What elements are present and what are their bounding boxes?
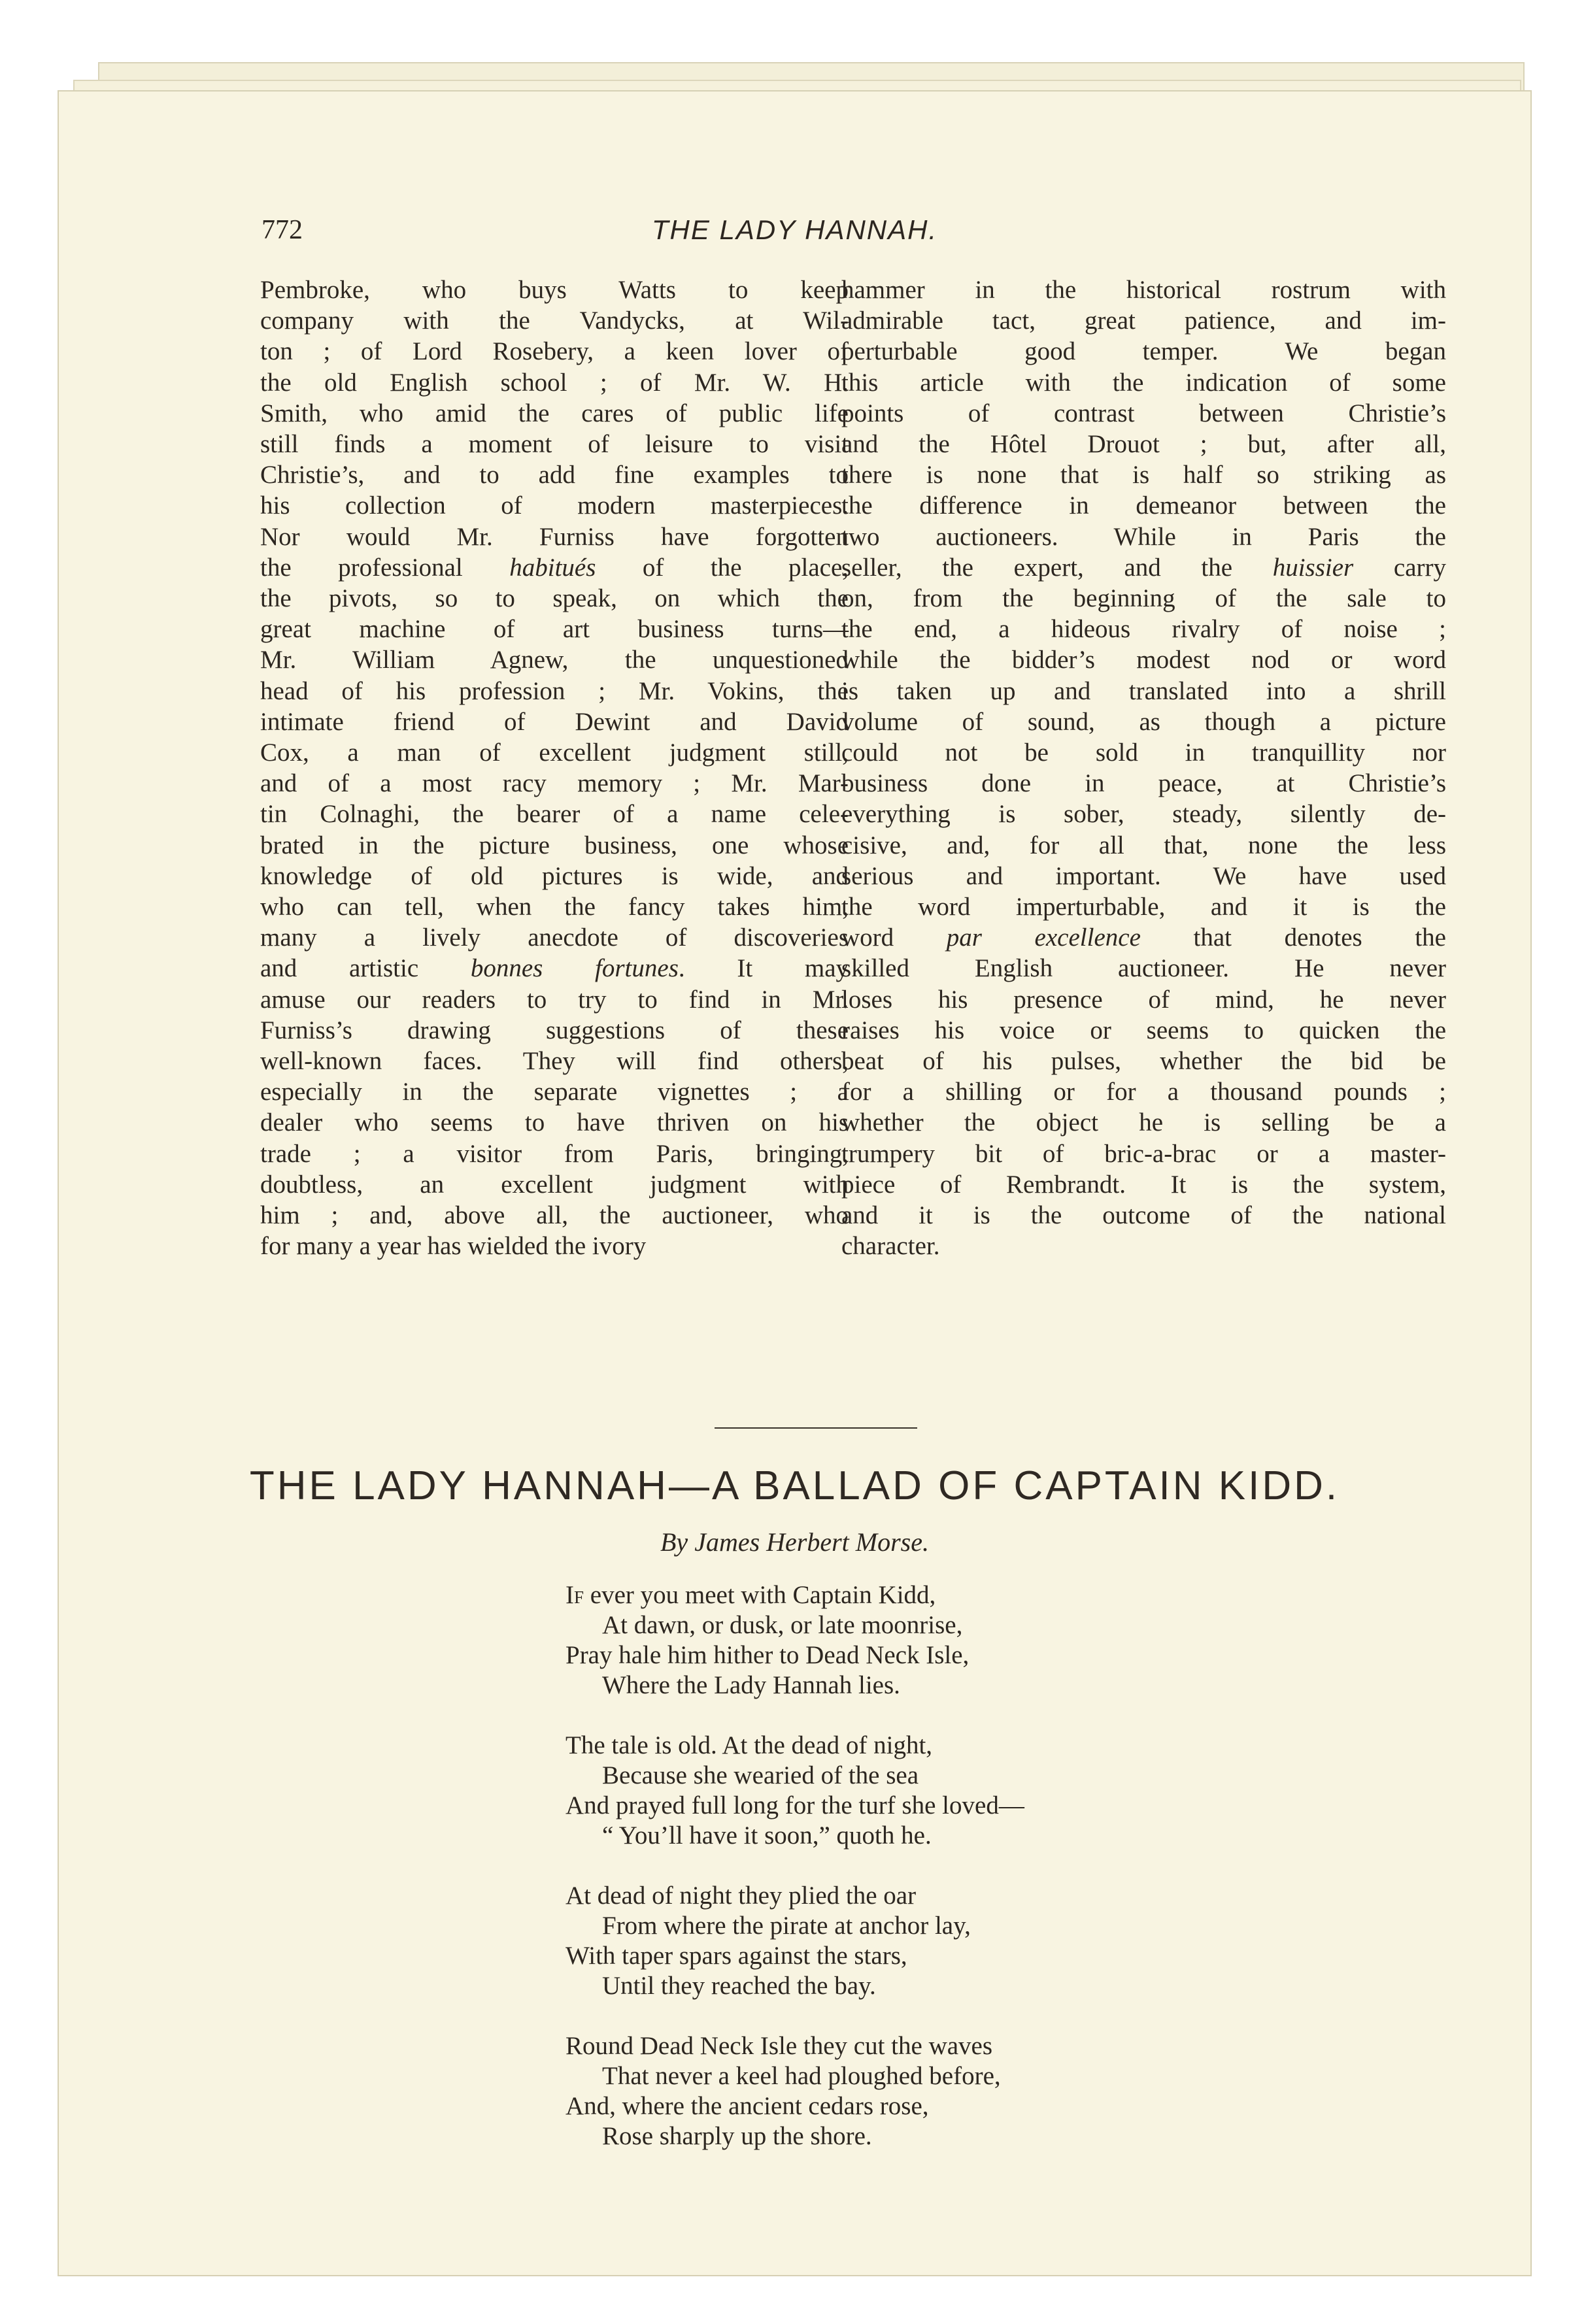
running-title: THE LADY HANNAH. bbox=[651, 214, 938, 245]
page-number: 772 bbox=[262, 215, 303, 245]
text-line: serious and important. We have used bbox=[841, 861, 1446, 890]
text-line: Furniss’s drawing suggestions of these bbox=[260, 1016, 849, 1044]
poem-line bbox=[565, 1580, 1285, 1610]
text-line: and artistic bonnes fortunes. It may bbox=[260, 954, 849, 983]
text-line: character. bbox=[841, 1232, 940, 1261]
poem-line: “ You’ll have it soon,” quoth he. bbox=[602, 1821, 932, 1850]
text-line: while the bidder’s modest nod or word bbox=[841, 646, 1446, 674]
text-line: for a shilling or for a thousand pounds ; bbox=[841, 1078, 1446, 1106]
text-line: Cox, a man of excellent judgment still, bbox=[260, 739, 849, 767]
text-line: many a lively anecdote of discoveries bbox=[260, 923, 849, 952]
text-line: Smith, who amid the cares of public life bbox=[260, 399, 849, 427]
text-line: Mr. William Agnew, the unquestioned bbox=[260, 646, 849, 674]
text-line: ton ; of Lord Rosebery, a keen lover of bbox=[260, 337, 849, 366]
text-line: skilled English auctioneer. He never bbox=[841, 954, 1446, 983]
poem-line: Until they reached the bay. bbox=[602, 1972, 876, 2000]
text-line: on, from the beginning of the sale to bbox=[841, 584, 1446, 613]
text-line: points of contrast between Christie’s bbox=[841, 399, 1446, 427]
text-line: Christie’s, and to add fine examples to bbox=[260, 461, 849, 490]
text-line: hammer in the historical rostrum with bbox=[841, 276, 1446, 304]
ballad-title: THE LADY HANNAH—A BALLAD OF CAPTAIN KIDD. bbox=[249, 1463, 1340, 1508]
text-line: head of his profession ; Mr. Vokins, the bbox=[260, 676, 849, 705]
ballad-byline: By James Herbert Morse. bbox=[660, 1527, 929, 1557]
text-line: word par excellence that denotes the bbox=[841, 923, 1446, 952]
text-line: the pivots, so to speak, on which the bbox=[260, 584, 849, 613]
text-line: for many a year has wielded the ivory bbox=[260, 1232, 647, 1261]
poem-line-text: ever you meet with Captain Kidd, bbox=[584, 1581, 936, 1609]
text-line: amuse our readers to try to find in Mr. bbox=[260, 985, 849, 1014]
text-line: Nor would Mr. Furniss have forgotten bbox=[260, 522, 849, 551]
magazine-page bbox=[58, 90, 1532, 2276]
text-line: doubtless, an excellent judgment with bbox=[260, 1170, 849, 1199]
poem-line: The tale is old. At the dead of night, bbox=[565, 1731, 933, 1759]
poem-line: Round Dead Neck Isle they cut the waves bbox=[565, 2032, 993, 2060]
poem-line: With taper spars against the stars, bbox=[565, 1942, 907, 1970]
text-line: there is none that is half so striking as bbox=[841, 461, 1446, 490]
text-line: could not be sold in tranquillity nor bbox=[841, 739, 1446, 767]
stanza-4 bbox=[565, 2031, 1285, 2151]
section-divider bbox=[715, 1427, 917, 1429]
text-line: volume of sound, as though a picture bbox=[841, 707, 1446, 736]
poem-line: From where the pirate at anchor lay, bbox=[602, 1912, 971, 1940]
text-line: and the Hôtel Drouot ; but, after all, bbox=[841, 430, 1446, 459]
text-line: seller, the expert, and the huissier carry bbox=[841, 553, 1446, 582]
ballad-poem bbox=[565, 1580, 1285, 2182]
text-line: business done in peace, at Christie’s bbox=[841, 769, 1446, 798]
text-line: and of a most racy memory ; Mr. Mar- bbox=[260, 769, 849, 798]
stanza-1 bbox=[565, 1580, 1285, 1701]
poem-line: And prayed full long for the turf she loved— bbox=[565, 1791, 1024, 1819]
right-text-column bbox=[841, 274, 1446, 1262]
text-line: loses his presence of mind, he never bbox=[841, 985, 1446, 1014]
left-text-column bbox=[260, 274, 849, 1262]
text-line: beat of his pulses, whether the bid be bbox=[841, 1047, 1446, 1076]
text-line: and it is the outcome of the national bbox=[841, 1201, 1446, 1230]
drop-word: If bbox=[565, 1581, 584, 1609]
text-line: perturbable good temper. We began bbox=[841, 337, 1446, 366]
text-line: cisive, and, for all that, none the less bbox=[841, 831, 1446, 859]
text-line: his collection of modern masterpieces. bbox=[260, 491, 849, 520]
poem-line: At dawn, or dusk, or late moonrise, bbox=[602, 1611, 963, 1639]
poem-line: Where the Lady Hannah lies. bbox=[602, 1671, 900, 1699]
text-line: especially in the separate vignettes ; a bbox=[260, 1078, 849, 1106]
text-line: brated in the picture business, one whose bbox=[260, 831, 849, 859]
text-line: piece of Rembrandt. It is the system, bbox=[841, 1170, 1446, 1199]
text-line: everything is sober, steady, silently de- bbox=[841, 800, 1446, 829]
text-line: trade ; a visitor from Paris, bringing, bbox=[260, 1139, 849, 1168]
text-line: is taken up and translated into a shrill bbox=[841, 676, 1446, 705]
stanza-2 bbox=[565, 1731, 1285, 1851]
text-line: dealer who seems to have thriven on his bbox=[260, 1108, 849, 1137]
text-line: the end, a hideous rivalry of noise ; bbox=[841, 615, 1446, 644]
text-line: company with the Vandycks, at Wil- bbox=[260, 307, 849, 335]
text-line: the difference in demeanor between the bbox=[841, 491, 1446, 520]
text-line: who can tell, when the fancy takes him, bbox=[260, 893, 849, 921]
text-line: him ; and, above all, the auctioneer, who bbox=[260, 1201, 849, 1230]
poem-line: Rose sharply up the shore. bbox=[602, 2122, 872, 2150]
stanza-3 bbox=[565, 1881, 1285, 2001]
text-line: the professional habitués of the place, bbox=[260, 553, 849, 582]
text-line: knowledge of old pictures is wide, and bbox=[260, 861, 849, 890]
text-line: intimate friend of Dewint and David bbox=[260, 707, 849, 736]
text-line: raises his voice or seems to quicken the bbox=[841, 1016, 1446, 1044]
text-line: admirable tact, great patience, and im- bbox=[841, 307, 1446, 335]
text-line: whether the object he is selling be a bbox=[841, 1108, 1446, 1137]
text-line: two auctioneers. While in Paris the bbox=[841, 522, 1446, 551]
poem-line: And, where the ancient cedars rose, bbox=[565, 2092, 929, 2120]
poem-line: That never a keel had ploughed before, bbox=[602, 2062, 1001, 2090]
text-line: tin Colnaghi, the bearer of a name cele- bbox=[260, 800, 849, 829]
text-line: Pembroke, who buys Watts to keep bbox=[260, 276, 849, 304]
poem-line: Pray hale him hither to Dead Neck Isle, bbox=[565, 1641, 970, 1669]
text-line: the word imperturbable, and it is the bbox=[841, 893, 1446, 921]
text-line: trumpery bit of bric-a-brac or a master- bbox=[841, 1139, 1446, 1168]
text-line: great machine of art business turns— bbox=[260, 615, 849, 644]
text-line: this article with the indication of some bbox=[841, 368, 1446, 397]
poem-line: Because she wearied of the sea bbox=[602, 1761, 919, 1789]
text-line: still finds a moment of leisure to visit bbox=[260, 430, 849, 459]
text-line: well-known faces. They will find others, bbox=[260, 1047, 849, 1076]
poem-line: At dead of night they plied the oar bbox=[565, 1882, 917, 1910]
text-line: the old English school ; of Mr. W. H. bbox=[260, 368, 849, 397]
